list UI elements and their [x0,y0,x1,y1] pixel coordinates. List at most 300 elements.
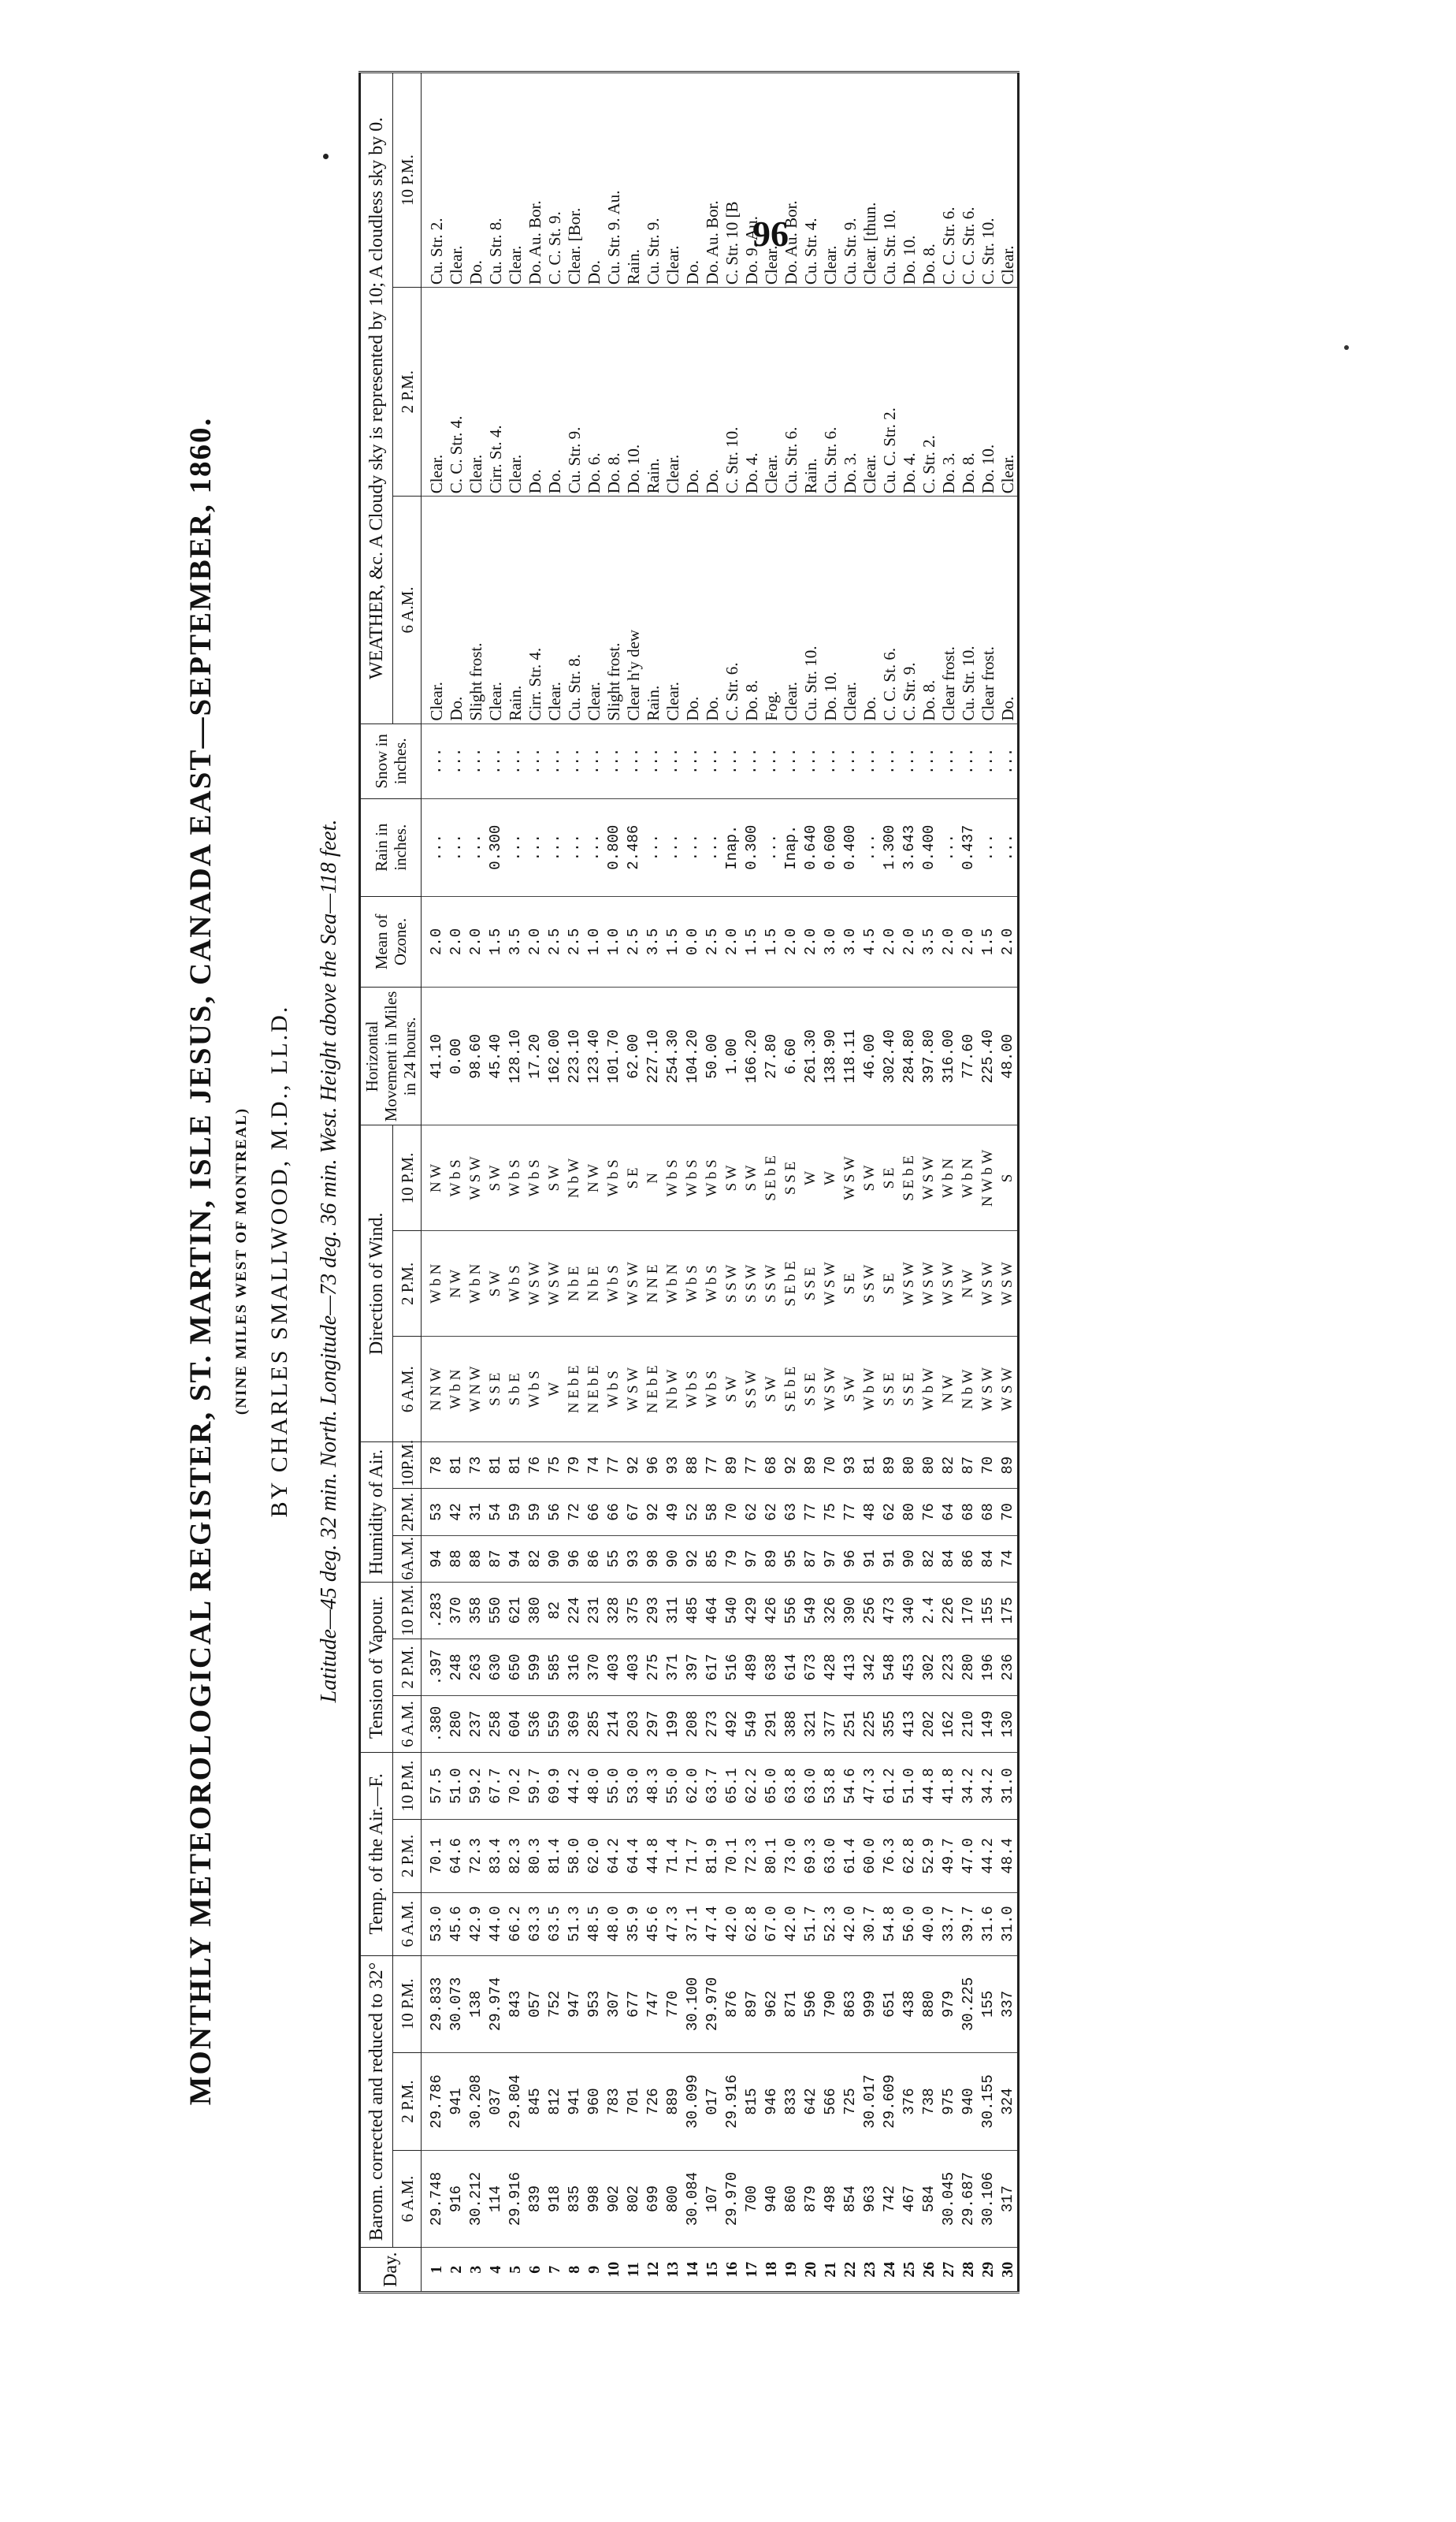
humidity-10pm-cell: 74 [584,1442,604,1489]
barom-2pm-cell: 642 [800,2053,820,2151]
vapour-10pm-cell: 380 [525,1582,544,1639]
subheader-vapour-6am: 6 A.M. [393,1696,422,1753]
temp-10pm-cell: 62.0 [682,1753,702,1820]
barom-2pm-cell: 017 [702,2053,722,2151]
ozone-cell: 2.0 [958,896,978,988]
weather-10pm-cell: C. C. Str. 6. [938,73,958,288]
day-cell: 20 [800,2248,820,2293]
vapour-6am-cell: 321 [800,1696,820,1753]
snow-cell: ... [505,723,525,798]
barom-2pm-cell: 726 [643,2053,663,2151]
rain-cell: ... [761,798,781,896]
vapour-10pm-cell: 256 [860,1582,879,1639]
barom-10pm-cell: 596 [800,1955,820,2053]
header-wind: Direction of Wind. [360,1125,393,1442]
vapour-6am-cell: 251 [840,1696,860,1753]
wind-6am-cell: S S E [879,1337,899,1442]
temp-2pm-cell: 76.3 [879,1820,899,1893]
ozone-cell: 2.0 [800,896,820,988]
weather-2pm-cell: C. Str. 10. [722,288,741,497]
weather-6am-cell: C. Str. 9. [899,497,919,723]
ozone-cell: 2.0 [938,896,958,988]
humidity-10pm-cell: 80 [919,1442,938,1489]
vapour-6am-cell: 388 [781,1696,800,1753]
temp-2pm-cell: 72.3 [466,1820,485,1893]
wind-6am-cell: W S W [997,1337,1019,1442]
table-row [485,73,505,2293]
header-humidity: Humidity of Air. [360,1442,393,1583]
wind-2pm-cell: S E [879,1231,899,1337]
temp-6am-cell: 44.0 [485,1892,505,1955]
vapour-6am-cell: 377 [820,1696,840,1753]
temp-10pm-cell: 65.1 [722,1753,741,1820]
vapour-2pm-cell: 342 [860,1639,879,1695]
temp-6am-cell: 39.7 [958,1892,978,1955]
table-row [722,73,741,2293]
table-row [997,73,1019,2293]
weather-10pm-cell: Cu. Str. 2. [422,73,447,288]
humidity-2pm-cell: 59 [525,1489,544,1535]
wind-2pm-cell: W S W [623,1231,643,1337]
vapour-6am-cell: 202 [919,1696,938,1753]
wind-2pm-cell: S W [485,1231,505,1337]
wind-2pm-cell: N W [958,1231,978,1337]
barom-2pm-cell: 037 [485,2053,505,2151]
vapour-6am-cell: 214 [604,1696,623,1753]
humidity-2pm-cell: 49 [663,1489,682,1535]
barom-10pm-cell: 30.073 [446,1955,466,2053]
humidity-6am-cell: 95 [781,1535,800,1582]
register-table [358,71,1020,2293]
wind-2pm-cell: W b N [422,1231,447,1337]
humidity-10pm-cell: 77 [702,1442,722,1489]
vapour-6am-cell: 297 [643,1696,663,1753]
wind-2pm-cell: W S W [938,1231,958,1337]
rain-cell: 0.640 [800,798,820,896]
temp-6am-cell: 47.4 [702,1892,722,1955]
vapour-2pm-cell: 630 [485,1639,505,1695]
page-number: 96 [752,214,789,254]
vapour-10pm-cell: 82 [544,1582,564,1639]
movement-cell: 101.70 [604,988,623,1125]
barom-2pm-cell: 941 [564,2053,584,2151]
weather-2pm-cell: Cu. Str. 6. [781,288,800,497]
ozone-cell: 2.5 [564,896,584,988]
table-row [446,73,466,2293]
wind-6am-cell: N b W [663,1337,682,1442]
weather-10pm-cell: Do. Au. Bor. [781,73,800,288]
barom-2pm-cell: 738 [919,2053,938,2151]
weather-6am-cell: Cu. Str. 8. [564,497,584,723]
vapour-10pm-cell: 621 [505,1582,525,1639]
humidity-10pm-cell: 77 [604,1442,623,1489]
table-row [623,73,643,2293]
movement-cell: 77.60 [958,988,978,1125]
weather-6am-cell: C. C. St. 6. [879,497,899,723]
barom-2pm-cell: 845 [525,2053,544,2151]
snow-cell: ... [525,723,544,798]
weather-2pm-cell: Do. 3. [938,288,958,497]
wind-2pm-cell: S S W [761,1231,781,1337]
subheader-barom-2pm: 2 P.M. [393,2053,422,2151]
humidity-2pm-cell: 62 [761,1489,781,1535]
humidity-2pm-cell: 64 [938,1489,958,1535]
movement-cell: 261.30 [800,988,820,1125]
weather-6am-cell: Clear. [840,497,860,723]
temp-10pm-cell: 59.2 [466,1753,485,1820]
barom-6am-cell: 700 [741,2150,761,2248]
wind-10pm-cell: W S W [840,1125,860,1231]
barom-2pm-cell: 960 [584,2053,604,2151]
wind-6am-cell: W b W [919,1337,938,1442]
humidity-6am-cell: 86 [958,1535,978,1582]
subheader-temp-10pm: 10 P.M. [393,1753,422,1820]
humidity-2pm-cell: 58 [702,1489,722,1535]
temp-10pm-cell: 65.0 [761,1753,781,1820]
humidity-10pm-cell: 82 [938,1442,958,1489]
table-row [860,73,879,2293]
movement-cell: 17.20 [525,988,544,1125]
wind-6am-cell: S S W [741,1337,761,1442]
humidity-2pm-cell: 77 [840,1489,860,1535]
wind-6am-cell: S S E [899,1337,919,1442]
table-row [466,73,485,2293]
weather-2pm-cell: Clear. [505,288,525,497]
weather-10pm-cell: Cu. Str. 4. [800,73,820,288]
humidity-2pm-cell: 56 [544,1489,564,1535]
wind-10pm-cell: W S W [919,1125,938,1231]
movement-cell: 284.80 [899,988,919,1125]
weather-2pm-cell: C. Str. 2. [919,288,938,497]
weather-6am-cell: Clear h'y dew [623,497,643,723]
vapour-2pm-cell: 403 [623,1639,643,1695]
vapour-10pm-cell: 170 [958,1582,978,1639]
temp-10pm-cell: 48.0 [584,1753,604,1820]
humidity-6am-cell: 90 [899,1535,919,1582]
ozone-cell: 0.0 [682,896,702,988]
day-cell: 15 [702,2248,722,2293]
snow-cell: ... [446,723,466,798]
temp-2pm-cell: 73.0 [781,1820,800,1893]
vapour-6am-cell: 285 [584,1696,604,1753]
snow-cell: ... [781,723,800,798]
humidity-6am-cell: 87 [485,1535,505,1582]
wind-10pm-cell: S E b E [899,1125,919,1231]
humidity-2pm-cell: 68 [978,1489,997,1535]
snow-cell: ... [800,723,820,798]
temp-2pm-cell: 64.2 [604,1820,623,1893]
temp-10pm-cell: 47.3 [860,1753,879,1820]
temp-6am-cell: 48.5 [584,1892,604,1955]
wind-10pm-cell: W b S [525,1125,544,1231]
day-cell: 14 [682,2248,702,2293]
movement-cell: 123.40 [584,988,604,1125]
wind-2pm-cell: W b S [604,1231,623,1337]
rain-cell: ... [997,798,1019,896]
vapour-10pm-cell: 550 [485,1582,505,1639]
humidity-6am-cell: 98 [643,1535,663,1582]
subheader-temp-6am: 6 A.M. [393,1892,422,1955]
rain-cell: 0.437 [958,798,978,896]
table-row [820,73,840,2293]
ozone-cell: 1.5 [663,896,682,988]
vapour-10pm-cell: 426 [761,1582,781,1639]
day-cell: 21 [820,2248,840,2293]
barom-10pm-cell: 747 [643,1955,663,2053]
rain-cell: 0.300 [485,798,505,896]
barom-2pm-cell: 701 [623,2053,643,2151]
temp-6am-cell: 47.3 [663,1892,682,1955]
temp-10pm-cell: 51.0 [446,1753,466,1820]
humidity-2pm-cell: 63 [781,1489,800,1535]
humidity-10pm-cell: 70 [820,1442,840,1489]
snow-cell: ... [466,723,485,798]
wind-10pm-cell: W b S [604,1125,623,1231]
table-row [978,73,997,2293]
weather-6am-cell: Do. [682,497,702,723]
temp-2pm-cell: 81.9 [702,1820,722,1893]
humidity-6am-cell: 84 [938,1535,958,1582]
barom-10pm-cell: 438 [899,1955,919,2053]
movement-cell: 302.40 [879,988,899,1125]
movement-cell: 128.10 [505,988,525,1125]
vapour-6am-cell: .380 [422,1696,447,1753]
vapour-6am-cell: 130 [997,1696,1019,1753]
humidity-2pm-cell: 53 [422,1489,447,1535]
vapour-2pm-cell: 516 [722,1639,741,1695]
wind-10pm-cell: S W [860,1125,879,1231]
humidity-2pm-cell: 75 [820,1489,840,1535]
humidity-10pm-cell: 89 [997,1442,1019,1489]
rain-cell: 0.400 [919,798,938,896]
wind-2pm-cell: W S W [919,1231,938,1337]
wind-10pm-cell: S S E [781,1125,800,1231]
temp-6am-cell: 42.0 [781,1892,800,1955]
humidity-2pm-cell: 68 [958,1489,978,1535]
rain-cell: 1.300 [879,798,899,896]
wind-2pm-cell: W S W [544,1231,564,1337]
humidity-2pm-cell: 52 [682,1489,702,1535]
barom-6am-cell: 114 [485,2150,505,2248]
subheader-weather-10pm: 10 P.M. [393,73,422,288]
humidity-10pm-cell: 77 [741,1442,761,1489]
weather-10pm-cell: C. Str. 10 [B [722,73,741,288]
humidity-2pm-cell: 42 [446,1489,466,1535]
wind-10pm-cell: S [997,1125,1019,1231]
barom-2pm-cell: 376 [899,2053,919,2151]
humidity-2pm-cell: 62 [741,1489,761,1535]
weather-10pm-cell: Do. 8. [919,73,938,288]
weather-6am-cell: Clear. [544,497,564,723]
ozone-cell: 1.5 [741,896,761,988]
vapour-6am-cell: 199 [663,1696,682,1753]
weather-6am-cell: Cu. Str. 10. [958,497,978,723]
header-vapour: Tension of Vapour. [360,1582,393,1752]
snow-cell: ... [422,723,447,798]
temp-2pm-cell: 81.4 [544,1820,564,1893]
barom-10pm-cell: 979 [938,1955,958,2053]
weather-10pm-cell: Cu. Str. 9. [643,73,663,288]
weather-2pm-cell: Do. [525,288,544,497]
barom-6am-cell: 879 [800,2150,820,2248]
vapour-2pm-cell: 280 [958,1639,978,1695]
barom-6am-cell: 963 [860,2150,879,2248]
weather-2pm-cell: Clear. [422,288,447,497]
day-cell: 11 [623,2248,643,2293]
barom-2pm-cell: 725 [840,2053,860,2151]
barom-10pm-cell: 897 [741,1955,761,2053]
rain-cell: ... [544,798,564,896]
barom-2pm-cell: 833 [781,2053,800,2151]
weather-10pm-cell: Do. 10. [899,73,919,288]
barom-6am-cell: 902 [604,2150,623,2248]
vapour-10pm-cell: 224 [564,1582,584,1639]
barom-6am-cell: 916 [446,2150,466,2248]
vapour-6am-cell: 559 [544,1696,564,1753]
temp-10pm-cell: 57.5 [422,1753,447,1820]
weather-6am-cell: Slight frost. [466,497,485,723]
rain-cell: ... [422,798,447,896]
humidity-6am-cell: 82 [919,1535,938,1582]
temp-6am-cell: 53.0 [422,1892,447,1955]
snow-cell: ... [997,723,1019,798]
wind-10pm-cell: W b S [702,1125,722,1231]
weather-6am-cell: Clear. [663,497,682,723]
day-cell: 28 [958,2248,978,2293]
day-cell: 27 [938,2248,958,2293]
snow-cell: ... [663,723,682,798]
temp-6am-cell: 31.0 [997,1892,1019,1955]
barom-6am-cell: 30.212 [466,2150,485,2248]
humidity-10pm-cell: 78 [422,1442,447,1489]
ozone-cell: 2.0 [997,896,1019,988]
day-cell: 26 [919,2248,938,2293]
header-horizontal-movement: Horizontal Movement in Miles in 24 hours. [360,988,422,1125]
rain-cell: ... [643,798,663,896]
weather-6am-cell: Do. [997,497,1019,723]
humidity-2pm-cell: 76 [919,1489,938,1535]
vapour-6am-cell: 355 [879,1696,899,1753]
weather-10pm-cell: Rain. [623,73,643,288]
wind-6am-cell: W S W [978,1337,997,1442]
wind-2pm-cell: S E [840,1231,860,1337]
barom-2pm-cell: 941 [446,2053,466,2151]
vapour-6am-cell: 536 [525,1696,544,1753]
barom-10pm-cell: 953 [584,1955,604,2053]
vapour-6am-cell: 210 [958,1696,978,1753]
weather-10pm-cell: Clear. [446,73,466,288]
vapour-2pm-cell: 673 [800,1639,820,1695]
barom-2pm-cell: 940 [958,2053,978,2151]
barom-6am-cell: 30.045 [938,2150,958,2248]
humidity-2pm-cell: 77 [800,1489,820,1535]
ozone-cell: 1.5 [485,896,505,988]
humidity-6am-cell: 91 [879,1535,899,1582]
barom-2pm-cell: 29.916 [722,2053,741,2151]
barom-2pm-cell: 29.609 [879,2053,899,2151]
humidity-10pm-cell: 73 [466,1442,485,1489]
barom-2pm-cell: 30.017 [860,2053,879,2151]
humidity-6am-cell: 94 [505,1535,525,1582]
vapour-2pm-cell: 650 [505,1639,525,1695]
wind-6am-cell: S W [761,1337,781,1442]
barom-10pm-cell: 307 [604,1955,623,2053]
vapour-2pm-cell: 236 [997,1639,1019,1695]
vapour-2pm-cell: 585 [544,1639,564,1695]
table-row [938,73,958,2293]
temp-6am-cell: 33.7 [938,1892,958,1955]
humidity-10pm-cell: 81 [446,1442,466,1489]
wind-6am-cell: N b W [958,1337,978,1442]
wind-6am-cell: S b E [505,1337,525,1442]
temp-6am-cell: 52.3 [820,1892,840,1955]
wind-6am-cell: W S W [623,1337,643,1442]
table-row [422,73,447,2293]
temp-6am-cell: 66.2 [505,1892,525,1955]
day-cell: 24 [879,2248,899,2293]
movement-cell: 118.11 [840,988,860,1125]
weather-10pm-cell: Do. [584,73,604,288]
snow-cell: ... [722,723,741,798]
ozone-cell: 3.5 [643,896,663,988]
table-row [663,73,682,2293]
temp-10pm-cell: 69.9 [544,1753,564,1820]
wind-2pm-cell: W S W [978,1231,997,1337]
barom-10pm-cell: 752 [544,1955,564,2053]
snow-cell: ... [682,723,702,798]
temp-6am-cell: 40.0 [919,1892,938,1955]
table-row [505,73,525,2293]
barom-6am-cell: 498 [820,2150,840,2248]
vapour-2pm-cell: 223 [938,1639,958,1695]
humidity-2pm-cell: 54 [485,1489,505,1535]
temp-6am-cell: 54.8 [879,1892,899,1955]
wind-10pm-cell: W S W [466,1125,485,1231]
wind-6am-cell: N E b E [564,1337,584,1442]
humidity-2pm-cell: 59 [505,1489,525,1535]
wind-6am-cell: W b S [525,1337,544,1442]
snow-cell: ... [919,723,938,798]
barom-10pm-cell: 876 [722,1955,741,2053]
movement-cell: 6.60 [781,988,800,1125]
barom-2pm-cell: 30.099 [682,2053,702,2151]
barom-6am-cell: 835 [564,2150,584,2248]
snow-cell: ... [741,723,761,798]
ozone-cell: 2.0 [422,896,447,988]
temp-6am-cell: 51.7 [800,1892,820,1955]
table-row [840,73,860,2293]
temp-10pm-cell: 55.0 [604,1753,623,1820]
movement-cell: 50.00 [702,988,722,1125]
rain-cell: 2.486 [623,798,643,896]
wind-10pm-cell: W b S [682,1125,702,1231]
ozone-cell: 2.0 [722,896,741,988]
ozone-cell: 2.0 [466,896,485,988]
temp-2pm-cell: 82.3 [505,1820,525,1893]
wind-2pm-cell: W S W [525,1231,544,1337]
rain-cell: ... [978,798,997,896]
wind-2pm-cell: W b S [505,1231,525,1337]
wind-2pm-cell: N b E [564,1231,584,1337]
vapour-10pm-cell: 464 [702,1582,722,1639]
wind-10pm-cell: W b S [505,1125,525,1231]
barom-2pm-cell: 30.208 [466,2053,485,2151]
rain-cell: ... [446,798,466,896]
vapour-2pm-cell: 397 [682,1639,702,1695]
wind-10pm-cell: N W [584,1125,604,1231]
weather-10pm-cell: C. C. Str. 6. [958,73,978,288]
wind-2pm-cell: W b N [466,1231,485,1337]
